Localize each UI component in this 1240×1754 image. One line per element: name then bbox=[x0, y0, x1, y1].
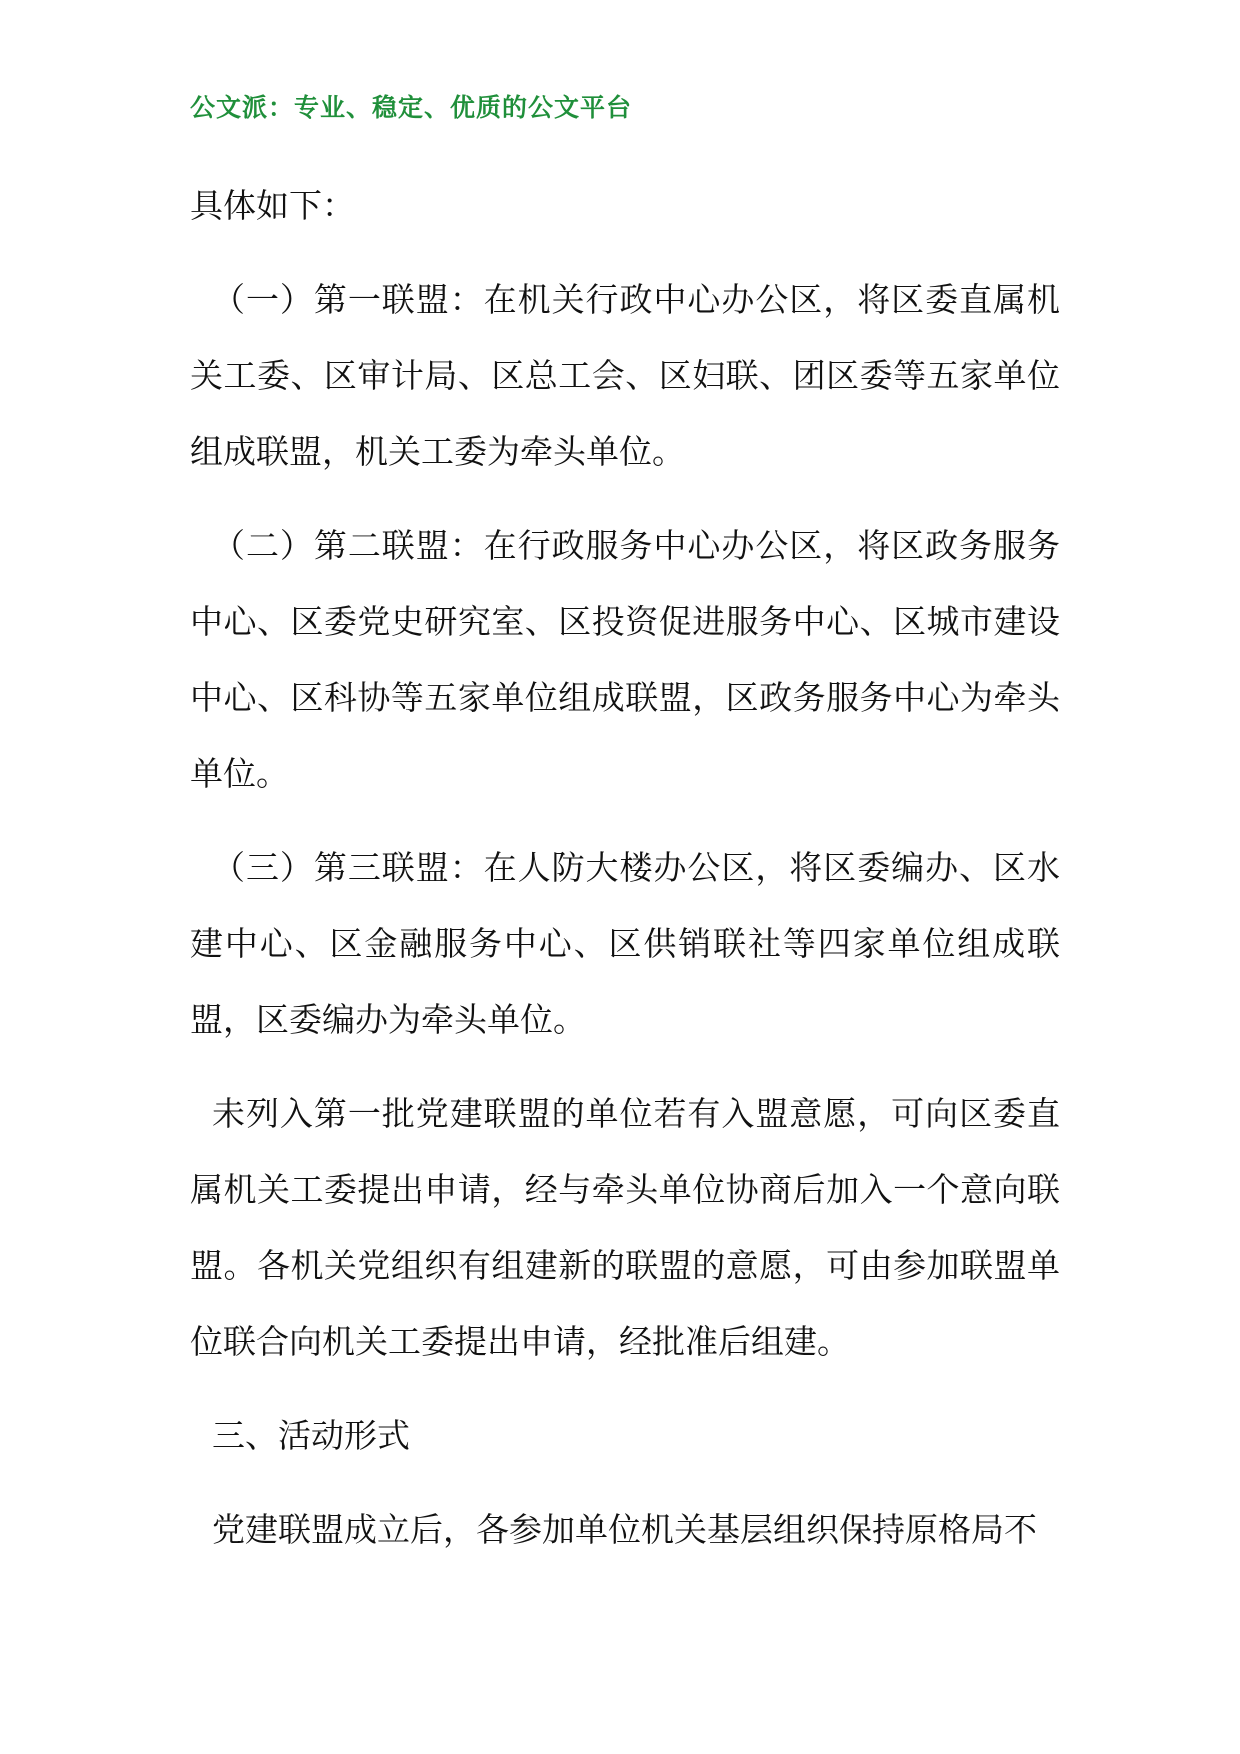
paragraph-alliance-1: （一）第一联盟：在机关行政中心办公区，将区委直属机关工委、区审计局、区总工会、区妇联、团区委等五家单位组成联盟，机关工委为牵头单位。 bbox=[190, 280, 1060, 471]
intro-paragraph: 具体如下： bbox=[190, 186, 355, 225]
paragraph-alliance-2: （二）第二联盟：在行政服务中心办公区，将区政务服务中心、区委党史研究室、区投资促进服务中心、区城市建设中心、区科协等五家单位组成联盟，区政务服务中心为牵头单位。 bbox=[190, 526, 1060, 793]
paragraph-membership: 未列入第一批党建联盟的单位若有入盟意愿，可向区委直属机关工委提出申请，经与牵头单位协商后加入一个意向联盟。各机关党组织有组建新的联盟的意愿，可由参加联盟单位联合向机关工委提出申请，经批准后组建。 bbox=[190, 1094, 1060, 1361]
brand-header: 公文派：专业、稳定、优质的公文平台 bbox=[190, 93, 633, 122]
paragraph-activity: 党建联盟成立后，各参加单位机关基层组织保持原格局不 bbox=[212, 1510, 1037, 1549]
section-heading: 三、活动形式 bbox=[212, 1416, 410, 1455]
document-body bbox=[190, 168, 1060, 1586]
paragraph-alliance-3: （三）第三联盟：在人防大楼办公区，将区委编办、区水建中心、区金融服务中心、区供销联社等四家单位组成联盟，区委编办为牵头单位。 bbox=[190, 848, 1060, 1039]
